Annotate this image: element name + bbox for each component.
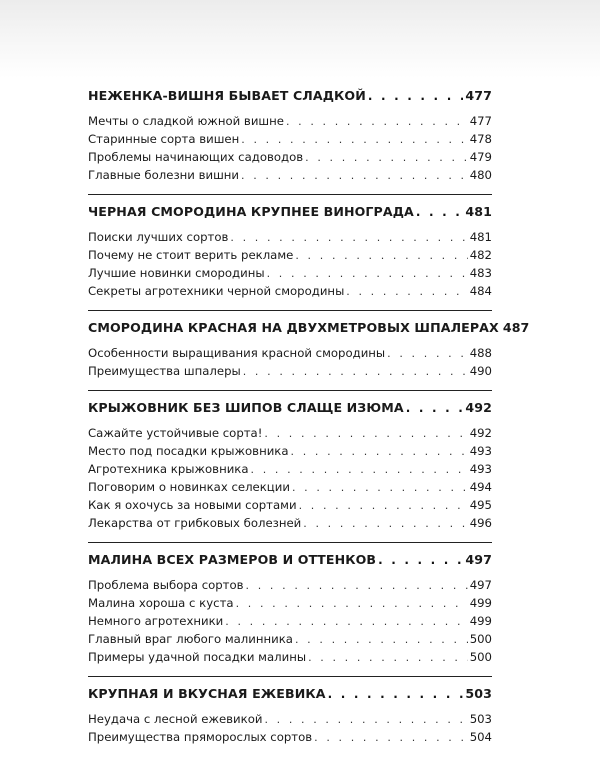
dot-leader [286,115,468,128]
entry-title: Проблема выбора сортов [88,578,244,592]
entry-page-number: 496 [469,516,492,530]
toc-section [88,686,492,756]
toc-section [88,88,492,195]
entry-page-number: 479 [469,150,492,164]
toc-entry[interactable] [88,650,492,668]
entry-title: Агротехника крыжовника [88,462,249,476]
dot-leader [314,731,468,744]
dot-leader [241,133,467,146]
entry-title: Почему не стоит верить рекламе [88,248,294,262]
section-title: КРЫЖОВНИК БЕЗ ШИПОВ СЛАЩЕ ИЗЮМА [88,400,404,415]
entry-page-number: 494 [469,480,492,494]
entry-title: Неудача с лесной ежевикой [88,712,263,726]
entry-page-number: 493 [469,462,492,476]
dot-leader [291,445,468,458]
section-page-number: 497 [465,552,492,567]
previous-page-bleed [0,0,600,78]
entry-title: Преимущества пряморослых сортов [88,730,313,744]
toc-section [88,400,492,543]
dot-leader [295,249,467,262]
dot-leader [267,267,468,280]
entry-title: Поговорим о новинках селекции [88,480,290,494]
toc-entry[interactable] [88,712,492,730]
toc-entry[interactable] [88,498,492,516]
toc-entry[interactable] [88,266,492,284]
toc-entry[interactable] [88,284,492,302]
entry-page-number: 503 [469,712,492,726]
dot-leader [295,633,468,646]
table-of-contents [88,88,530,765]
section-title: СМОРОДИНА КРАСНАЯ НА ДВУХМЕТРОВЫХ ШПАЛЕРАХ [88,320,499,335]
toc-entry[interactable] [88,578,492,596]
dot-leader [230,231,467,244]
dot-leader [308,651,468,664]
toc-entry[interactable] [88,114,492,132]
section-heading[interactable] [88,320,530,340]
dot-leader [303,517,467,530]
toc-entry[interactable] [88,632,492,650]
section-page-number: 492 [465,400,492,415]
section-heading[interactable] [88,400,492,420]
entry-page-number: 495 [469,498,492,512]
entry-page-number: 478 [469,132,492,146]
section-title: МАЛИНА ВСЕХ РАЗМЕРОВ И ОТТЕНКОВ [88,552,377,567]
dot-leader [264,713,467,726]
entry-title: Проблемы начинающих садоводов [88,150,304,164]
toc-section [88,204,492,311]
section-page-number: 477 [465,88,492,103]
toc-entry[interactable] [88,346,492,364]
section-page-number: 503 [465,686,492,701]
toc-entry[interactable] [88,614,492,632]
dot-leader [299,499,468,512]
toc-entry[interactable] [88,132,492,150]
dot-leader [243,365,468,378]
dot-leader [378,553,463,567]
entry-page-number: 500 [469,632,492,646]
dot-leader [292,481,468,494]
dot-leader [416,205,464,219]
dot-leader [346,285,467,298]
dot-leader [406,401,464,415]
dot-leader [236,597,468,610]
entry-title: Сажайте устойчивые сорта! [88,426,263,440]
entry-page-number: 483 [469,266,492,280]
toc-entry[interactable] [88,480,492,498]
entry-page-number: 492 [469,426,492,440]
toc-entry[interactable] [88,596,492,614]
section-heading[interactable] [88,204,492,224]
toc-entry[interactable] [88,248,492,266]
entry-title: Немного агротехники [88,614,224,628]
section-title: КРУПНАЯ И ВКУСНАЯ ЕЖЕВИКА [88,686,326,701]
entry-page-number: 490 [469,364,492,378]
dot-leader [241,169,468,182]
entry-title: Секреты агротехники черной смородины [88,284,345,298]
dot-leader [368,89,464,103]
entry-title: Особенности выращивания красной смородины [88,346,386,360]
entry-title: Главные болезни вишни [88,168,240,182]
entry-title: Мечты о сладкой южной вишне [88,114,284,128]
toc-entry[interactable] [88,150,492,168]
dot-leader [264,427,467,440]
toc-section [88,320,530,391]
toc-entry[interactable] [88,462,492,480]
dot-leader [387,347,468,360]
dot-leader [328,687,464,701]
toc-entry[interactable] [88,230,492,248]
toc-entry[interactable] [88,730,492,748]
section-page-number: 481 [465,204,492,219]
section-heading[interactable] [88,552,492,572]
dot-leader [225,615,467,628]
entry-title: Лучшие новинки смородины [88,266,265,280]
dot-leader [251,463,468,476]
entry-page-number: 480 [469,168,492,182]
toc-entry[interactable] [88,426,492,444]
entry-page-number: 477 [469,114,492,128]
dot-leader [246,579,468,592]
entry-title: Малина хороша с куста [88,596,234,610]
toc-entry[interactable] [88,444,492,462]
entry-title: Главный враг любого малинника [88,632,293,646]
section-title: НЕЖЕНКА-ВИШНЯ БЫВАЕТ СЛАДКОЙ [88,88,366,103]
entry-title: Преимущества шпалеры [88,364,241,378]
entry-page-number: 484 [469,284,492,298]
section-page-number: 487 [502,320,530,335]
toc-section [88,552,492,677]
entry-page-number: 500 [469,650,492,664]
toc-entry[interactable] [88,364,492,382]
dot-leader [305,151,468,164]
entry-title: Лекарства от грибковых болезней [88,516,302,530]
entry-title: Место под посадки крыжовника [88,444,289,458]
entry-title: Поиски лучших сортов [88,230,229,244]
entry-title: Старинные сорта вишен [88,132,240,146]
toc-entry[interactable] [88,516,492,534]
section-heading[interactable] [88,686,492,706]
entry-page-number: 481 [469,230,492,244]
section-heading[interactable] [88,88,492,108]
entry-page-number: 488 [469,346,492,360]
entry-title: Как я охочусь за новыми сортами [88,498,297,512]
entry-page-number: 497 [469,578,492,592]
entry-page-number: 504 [469,730,492,744]
toc-entry[interactable] [88,168,492,186]
section-title: ЧЕРНАЯ СМОРОДИНА КРУПНЕЕ ВИНОГРАДА [88,204,414,219]
entry-page-number: 499 [469,596,492,610]
entry-page-number: 482 [469,248,492,262]
entry-page-number: 493 [469,444,492,458]
entry-page-number: 499 [469,614,492,628]
entry-title: Примеры удачной посадки малины [88,650,307,664]
